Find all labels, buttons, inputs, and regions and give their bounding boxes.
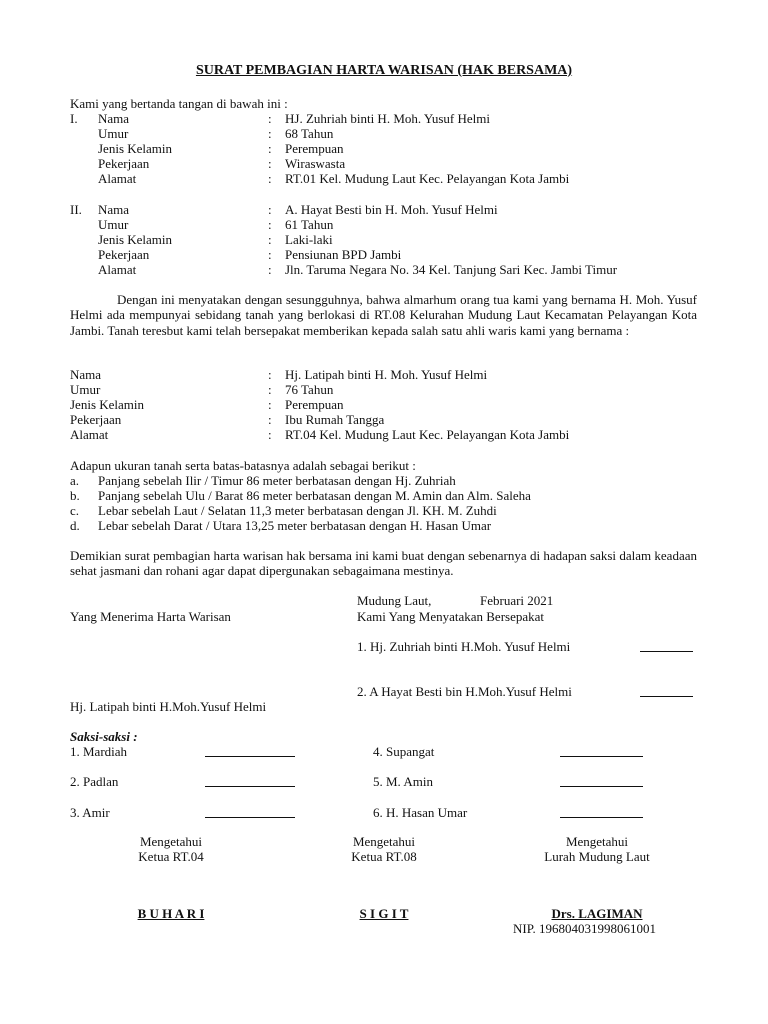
list-text: Lebar sebelah Darat / Utara 13,25 meter berbatasan dengan H. Hasan Umar <box>98 518 492 533</box>
colon: : <box>268 262 272 277</box>
nip-number: NIP. 196804031998061001 <box>513 921 657 936</box>
signature-line <box>205 786 295 787</box>
approval-3-name: Drs. LAGIMAN <box>551 906 643 921</box>
field-value: Ibu Rumah Tangga <box>285 412 385 427</box>
list-text: Panjang sebelah Ilir / Timur 86 meter berbatasan dengan Hj. Zuhriah <box>98 473 456 488</box>
field-label: Pekerjaan <box>98 156 150 171</box>
party-2-row-umur <box>0 217 768 232</box>
approval-1-line2: Ketua RT.04 <box>138 849 204 864</box>
party-1-row-gender <box>0 141 768 156</box>
field-value: RT.01 Kel. Mudung Laut Kec. Pelayangan Kota Jambi <box>285 171 570 186</box>
witness-3: 3. Amir <box>70 805 110 820</box>
field-value: Perempuan <box>285 397 344 412</box>
land-item <box>0 488 768 503</box>
signature-line <box>560 786 643 787</box>
party-1-row-address <box>0 171 768 186</box>
witness-5: 5. M. Amin <box>373 774 433 789</box>
party-number: II. <box>70 202 82 217</box>
field-value: 76 Tahun <box>285 382 334 397</box>
field-value: HJ. Zuhriah binti H. Moh. Yusuf Helmi <box>285 111 490 126</box>
list-text: Lebar sebelah Laut / Selatan 11,3 meter berbatasan dengan Jl. KH. M. Zuhdi <box>98 503 497 518</box>
signature-line <box>640 651 693 652</box>
field-value: Wiraswasta <box>285 156 346 171</box>
witness-1: 1. Mardiah <box>70 744 128 759</box>
list-marker: c. <box>70 503 80 518</box>
party-1-row-job <box>0 156 768 171</box>
field-value: Perempuan <box>285 141 344 156</box>
party-2-row-nama <box>0 202 768 217</box>
field-label: Alamat <box>70 427 109 442</box>
approval-2-line1: Mengetahui <box>352 834 416 849</box>
declarer-2: 2. A Hayat Besti bin H.Moh.Yusuf Helmi <box>357 684 572 699</box>
witness-heading: Saksi-saksi : <box>70 729 138 744</box>
field-label: Pekerjaan <box>98 247 150 262</box>
list-marker: b. <box>70 488 80 503</box>
list-marker: a. <box>70 473 80 488</box>
party-1-row-umur <box>0 126 768 141</box>
colon: : <box>268 247 272 262</box>
colon: : <box>268 367 272 382</box>
field-value: Hj. Latipah binti H. Moh. Yusuf Helmi <box>285 367 488 382</box>
land-item <box>0 473 768 488</box>
receiver-name: Hj. Latipah binti H.Moh.Yusuf Helmi <box>70 699 267 714</box>
field-label: Alamat <box>98 171 137 186</box>
signature-line <box>640 696 693 697</box>
colon: : <box>268 126 272 141</box>
approval-3-line2: Lurah Mudung Laut <box>544 849 650 864</box>
colon: : <box>268 217 272 232</box>
colon: : <box>268 232 272 247</box>
declarer-1: 1. Hj. Zuhriah binti H.Moh. Yusuf Helmi <box>357 639 571 654</box>
field-value: Jln. Taruma Negara No. 34 Kel. Tanjung Sari Kec. Jambi Timur <box>285 262 618 277</box>
receiver-heading: Yang Menerima Harta Warisan <box>70 609 231 624</box>
field-value: Laki-laki <box>285 232 333 247</box>
field-value: RT.04 Kel. Mudung Laut Kec. Pelayangan Kota Jambi <box>285 427 570 442</box>
field-label: Umur <box>98 126 129 141</box>
approval-2-line2: Ketua RT.08 <box>351 849 417 864</box>
signature-line <box>205 756 295 757</box>
recipient-row-gender <box>0 397 768 412</box>
witness-4: 4. Supangat <box>373 744 435 759</box>
party-1-row-nama <box>0 111 768 126</box>
party-2-row-address <box>0 262 768 277</box>
field-value: 61 Tahun <box>285 217 334 232</box>
field-label: Jenis Kelamin <box>70 397 145 412</box>
field-label: Jenis Kelamin <box>98 141 173 156</box>
approval-1-name: B U H A R I <box>137 906 205 921</box>
signature-line <box>560 756 643 757</box>
land-item <box>0 503 768 518</box>
colon: : <box>268 111 272 126</box>
recipient-row-umur <box>0 382 768 397</box>
field-label: Umur <box>98 217 129 232</box>
colon: : <box>268 412 272 427</box>
land-item <box>0 518 768 533</box>
date-text: Februari 2021 <box>480 593 554 608</box>
field-value: Pensiunan BPD Jambi <box>285 247 402 262</box>
recipient-row-job <box>0 412 768 427</box>
colon: : <box>268 141 272 156</box>
field-label: Nama <box>98 111 130 126</box>
colon: : <box>268 382 272 397</box>
colon: : <box>268 156 272 171</box>
approval-2-name: S I G I T <box>359 906 409 921</box>
field-label: Jenis Kelamin <box>98 232 173 247</box>
party-number: I. <box>70 111 78 126</box>
recipient-row-nama <box>0 367 768 382</box>
field-label: Alamat <box>98 262 137 277</box>
party-2-row-gender <box>0 232 768 247</box>
recipient-row-address <box>0 427 768 442</box>
witness-6: 6. H. Hasan Umar <box>373 805 468 820</box>
signature-line <box>205 817 295 818</box>
intro-text: Kami yang bertanda tangan di bawah ini : <box>70 96 288 111</box>
field-label: Nama <box>70 367 102 382</box>
colon: : <box>268 202 272 217</box>
colon: : <box>268 427 272 442</box>
witness-2: 2. Padlan <box>70 774 119 789</box>
statement-paragraph: Dengan ini menyatakan dengan sesungguhnya, bahwa almarhum orang tua kami yang bernama H. Moh. Yusuf Helmi ada mempunyai sebidang tanah yang berlokasi di RT.08 Kelurahan Mudung Laut Kecamatan Pelayangan Kota Jambi. Tanah teresbut kami telah bersepakat memberikan kepada salah satu ahli waris kami yang bernama : <box>70 292 697 338</box>
field-label: Nama <box>98 202 130 217</box>
colon: : <box>268 171 272 186</box>
approval-1-line1: Mengetahui <box>139 834 203 849</box>
colon: : <box>268 397 272 412</box>
field-label: Umur <box>70 382 101 397</box>
list-marker: d. <box>70 518 80 533</box>
declarer-heading: Kami Yang Menyatakan Bersepakat <box>357 609 545 624</box>
field-value: A. Hayat Besti bin H. Moh. Yusuf Helmi <box>285 202 498 217</box>
document-title: SURAT PEMBAGIAN HARTA WARISAN (HAK BERSAMA) <box>195 63 573 78</box>
closing-paragraph: Demikian surat pembagian harta warisan hak bersama ini kami buat dengan sebenarnya di hadapan saksi dalam keadaan sehat jasmani dan rohani agar dapat dipergunakan sebagaimana mestinya. <box>70 548 697 579</box>
place-text: Mudung Laut, <box>357 593 432 608</box>
field-label: Pekerjaan <box>70 412 122 427</box>
land-intro: Adapun ukuran tanah serta batas-batasnya adalah sebagai berikut : <box>70 458 416 473</box>
approval-3-line1: Mengetahui <box>565 834 629 849</box>
signature-line <box>560 817 643 818</box>
list-text: Panjang sebelah Ulu / Barat 86 meter berbatasan dengan M. Amin dan Alm. Saleha <box>98 488 531 503</box>
field-value: 68 Tahun <box>285 126 334 141</box>
party-2-row-job <box>0 247 768 262</box>
